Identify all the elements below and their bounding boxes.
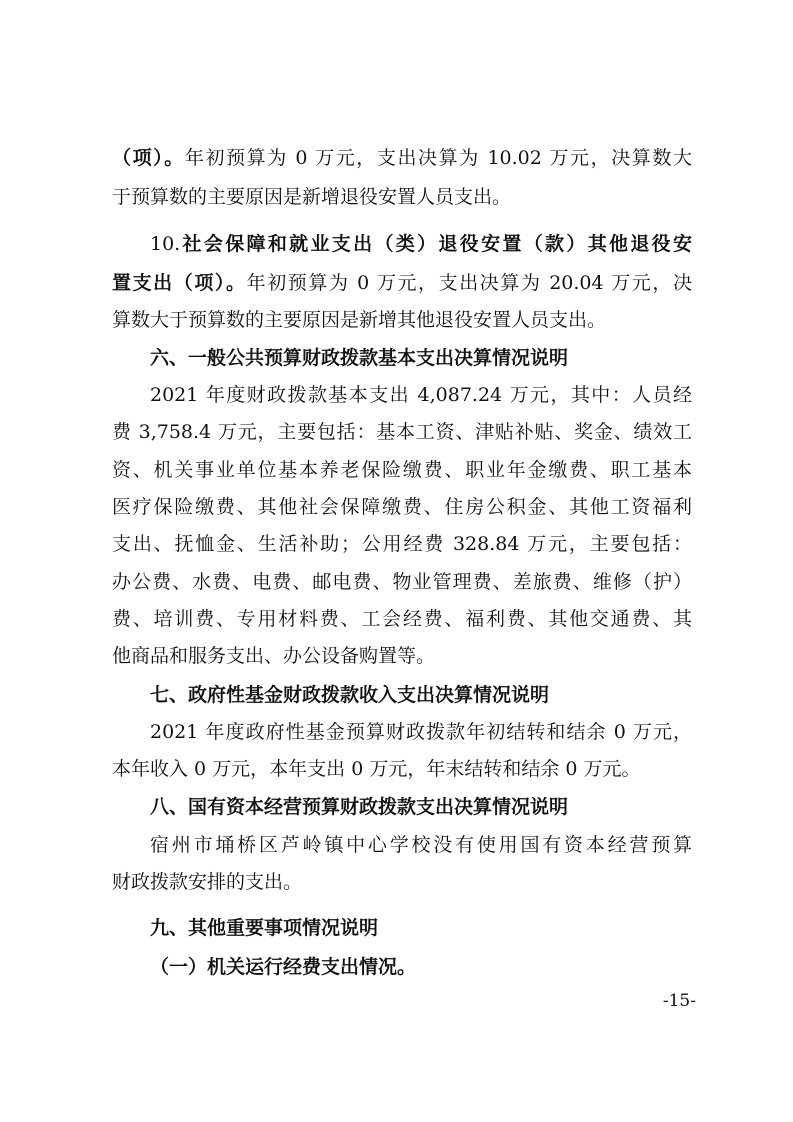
body-text: 2021 年度财政拨款基本支出 4,087.24 万元，其中：人员经 [150,384,692,406]
body-text: 费、培训费、专用材料费、工会经费、福利费、其他交通费、其 [112,608,692,630]
paragraph-line [112,420,692,444]
paragraph-line [150,383,692,407]
section-heading-text: 九、其他重要事项情况说明 [150,917,379,939]
paragraph-line [112,870,692,894]
section-heading [150,346,692,370]
bold-heading-fragment: （项）。 [112,147,185,169]
bold-heading-fragment: 置支出（项）。 [112,272,247,294]
body-text: 于预算数的主要原因是新增退役安置人员支出。 [112,186,512,208]
body-text: 资、机关事业单位基本养老保险缴费、职业年金缴费、职工基本 [112,459,692,481]
body-text: 财政拨款安排的支出。 [112,871,303,893]
section-heading [150,916,692,940]
page-number: -15- [662,991,696,1011]
paragraph-line [112,570,692,594]
paragraph-line [112,271,692,295]
body-text: 医疗保险缴费、其他社会保障缴费、住房公积金、其他工资福利 [112,496,692,518]
body-text: 支出、抚恤金、生活补助；公用经费 328.84 万元，主要包括： [112,533,692,555]
body-text: 年初预算为 0 万元，支出决算为 10.02 万元，决算数大 [184,147,692,169]
paragraph-line [150,232,692,256]
section-heading [150,795,692,819]
body-text: 他商品和服务支出、办公设备购置等。 [112,645,436,667]
paragraph-line [112,308,692,332]
subsection-heading-text: （一）机关运行经费支出情况。 [150,956,417,978]
paragraph-line [112,644,692,668]
body-text: 算数大于预算数的主要原因是新增其他退役安置人员支出。 [112,309,607,331]
body-text: 办公费、水费、电费、邮电费、物业管理费、差旅费、维修（护） [112,571,692,593]
paragraph-line [112,495,692,519]
section-heading-text: 八、国有资本经营预算财政拨款支出决算情况说明 [150,796,569,818]
body-text: 费 3,758.4 万元，主要包括：基本工资、津贴补贴、奖金、绩效工 [112,421,692,443]
bold-heading-fragment: 社会保障和就业支出（类）退役安置（款）其他退役安 [180,233,692,255]
paragraph-line [150,833,692,857]
paragraph-line [150,720,692,744]
subsection-heading [150,955,692,979]
paragraph-line [112,757,692,781]
body-text: 年初预算为 0 万元，支出决算为 20.04 万元，决 [246,272,692,294]
body-text: 宿州市埇桥区芦岭镇中心学校没有使用国有资本经营预算 [150,834,692,856]
paragraph-line [112,185,692,209]
paragraph-line [112,458,692,482]
paragraph-line [112,146,692,170]
section-heading [150,683,692,707]
section-heading-text: 七、政府性基金财政拨款收入支出决算情况说明 [150,684,550,706]
body-text: 本年收入 0 万元，本年支出 0 万元，年末结转和结余 0 万元。 [112,758,641,780]
paragraph-line [112,607,692,631]
body-text: 2021 年度政府性基金预算财政拨款年初结转和结余 0 万元， [150,721,692,743]
section-heading-text: 六、一般公共预算财政拨款基本支出决算情况说明 [150,347,569,369]
paragraph-line [112,532,692,556]
item-number: 10. [150,233,181,255]
